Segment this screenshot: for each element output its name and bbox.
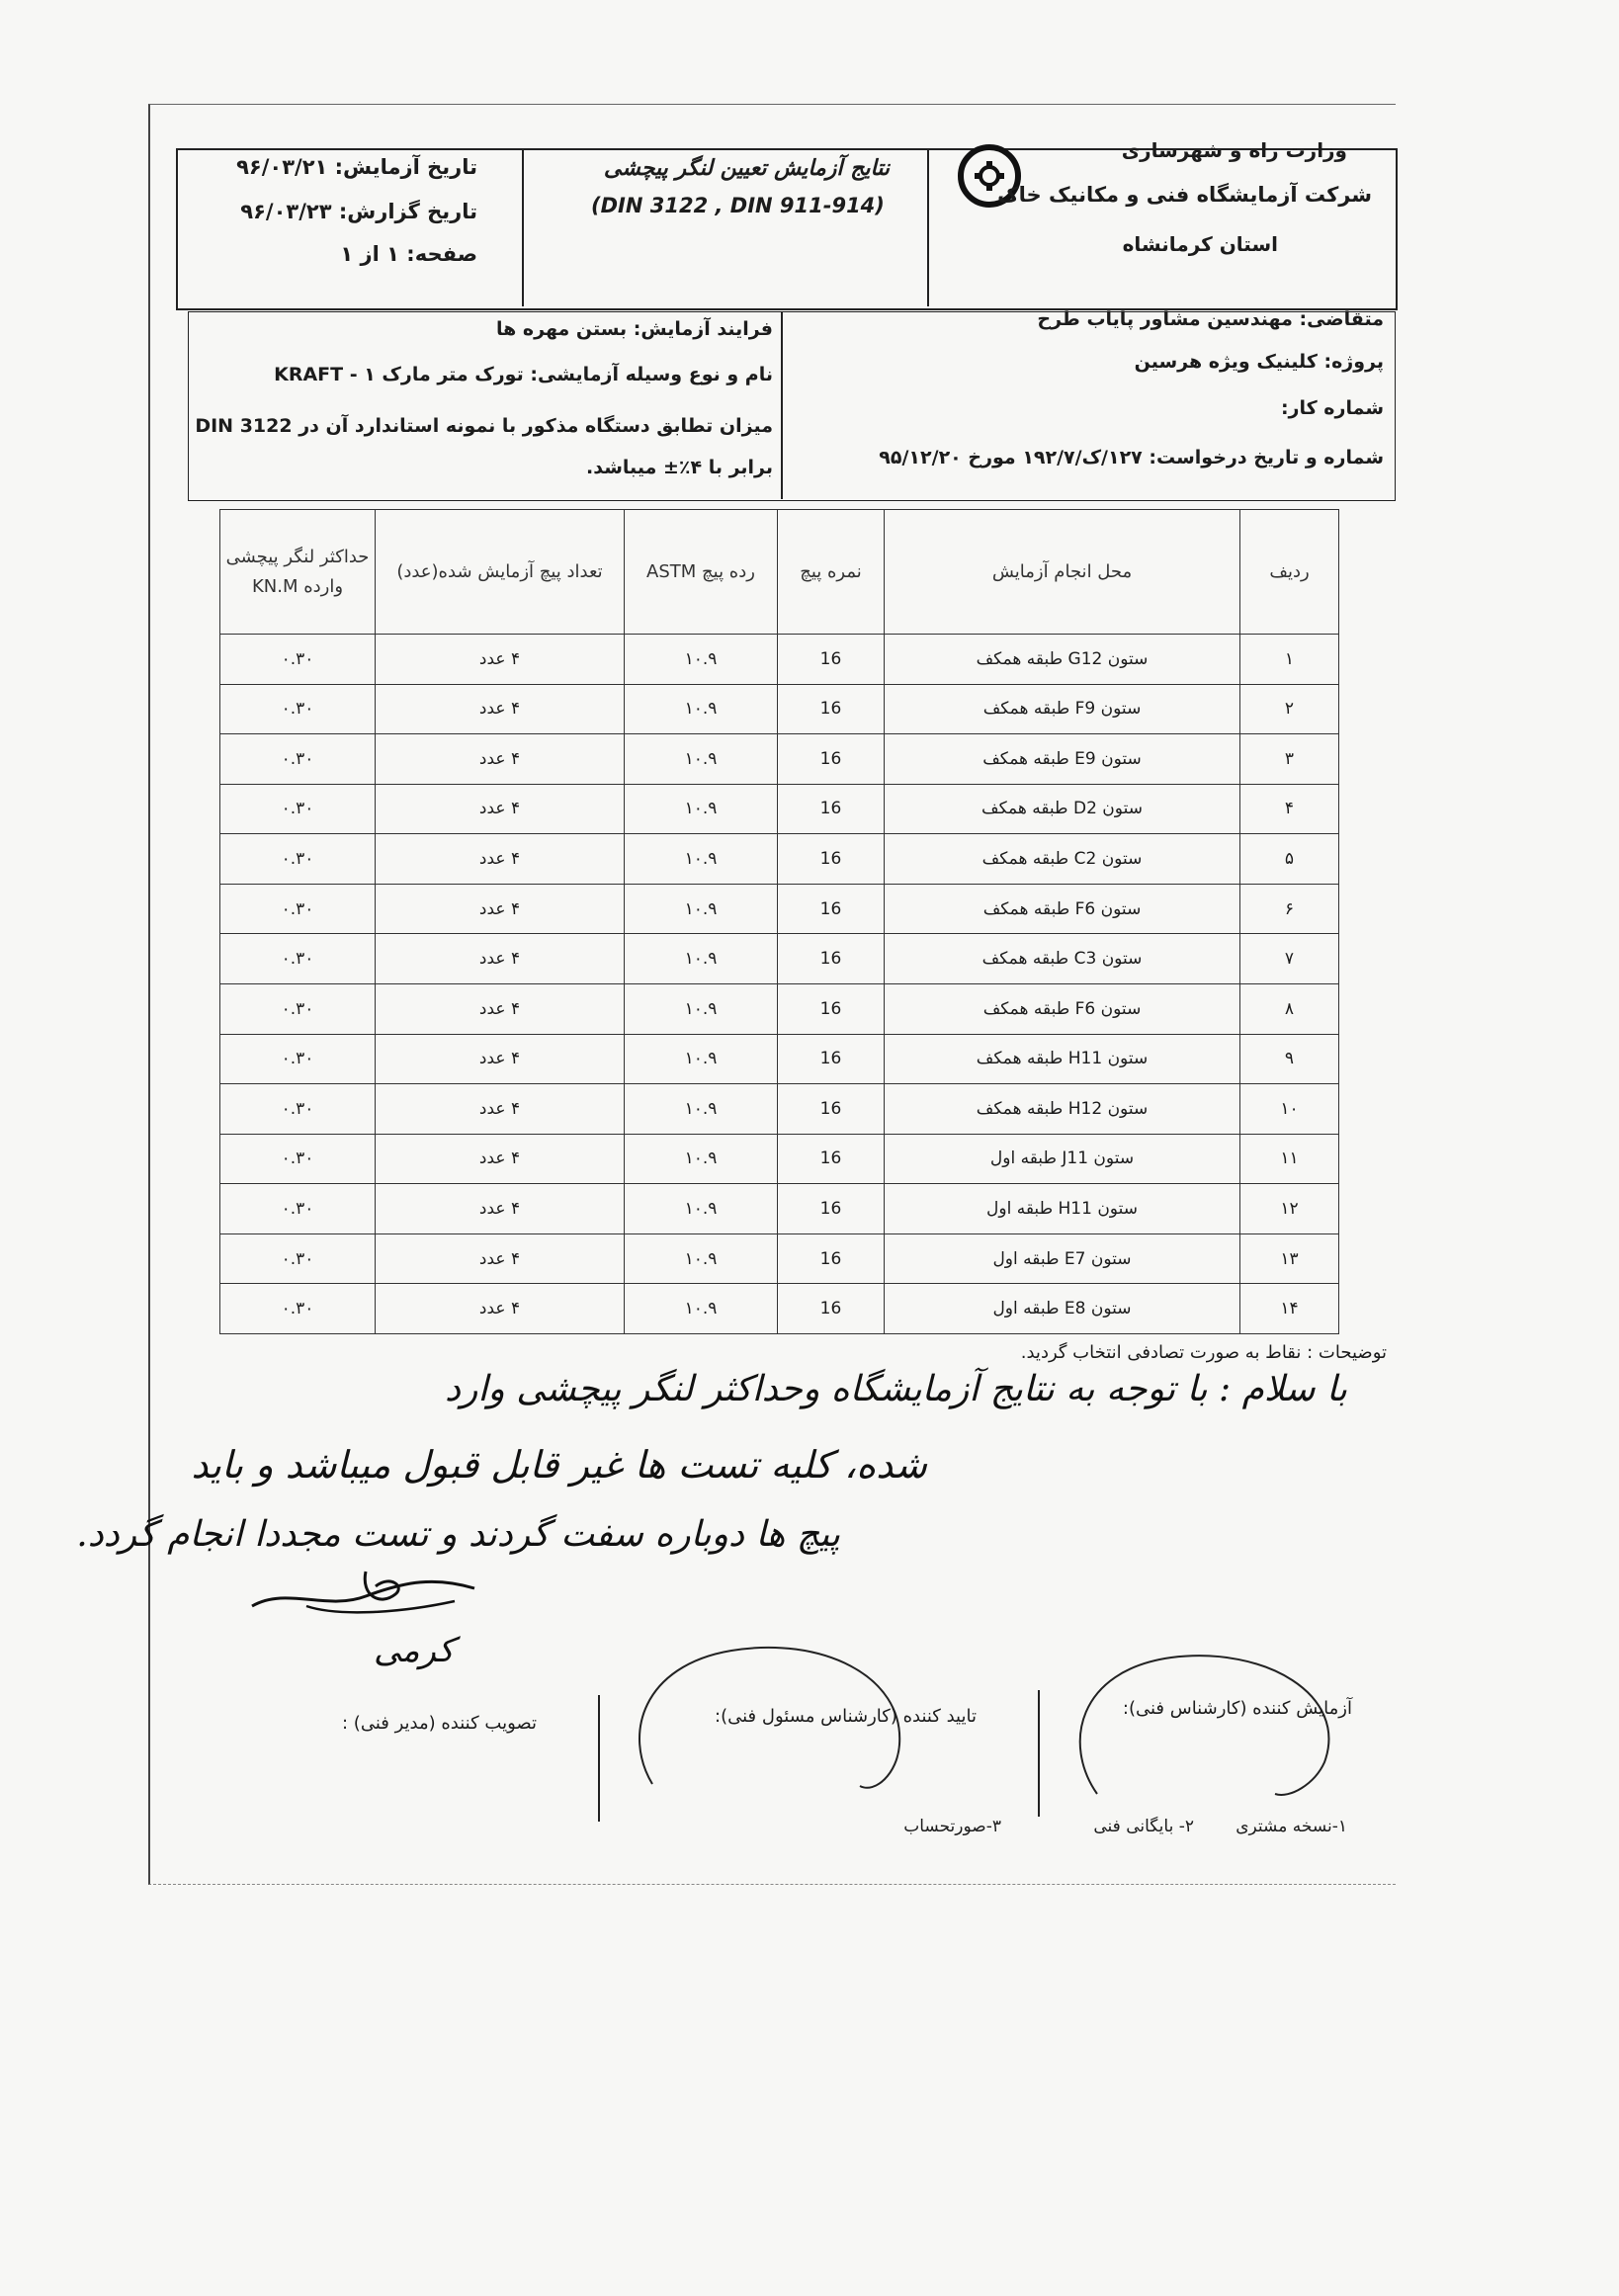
job-number: شماره کار: [1280,397,1384,419]
table-row [220,834,1339,885]
cell-bolt-count: ۴ عدد [376,1034,625,1084]
cell-torque: ۰.۳۰ [220,884,376,934]
cell-torque: ۰.۳۰ [220,784,376,834]
cell-row-number: ۵ [1240,834,1339,885]
table-row [220,884,1339,934]
col-bolt-count-header: تعداد پیچ آزمایش شده(عدد) [376,510,625,635]
report-date: تاریخ گزارش: ۹۶/۰۳/۲۳ [240,200,477,223]
cell-bolt-count: ۴ عدد [376,1184,625,1234]
cell-torque: ۰.۳۰ [220,635,376,685]
cell-location: ستون J11 طبقه اول [885,1134,1240,1184]
cell-bolt-size: 16 [778,1084,885,1135]
cell-bolt-count: ۴ عدد [376,684,625,734]
cell-bolt-grade: ۱۰.۹ [625,684,778,734]
signature-divider-1 [598,1695,600,1822]
cell-torque: ۰.۳۰ [220,734,376,785]
copy-archive: ۲- بایگانی فنی [1093,1817,1194,1836]
cell-torque: ۰.۳۰ [220,1233,376,1284]
col-torque-header: حداکثر لنگر پیچشی وارده KN.M [220,510,376,635]
col-bolt-size-header: نمره پیچ [778,510,885,635]
copy-customer: ۱-نسخه مشتری [1236,1817,1347,1836]
cell-bolt-grade: ۱۰.۹ [625,784,778,834]
results-table [219,509,1339,1334]
cell-bolt-count: ۴ عدد [376,884,625,934]
cell-bolt-size: 16 [778,834,885,885]
cell-row-number: ۱۴ [1240,1284,1339,1334]
report-standard: (DIN 3122 , DIN 911-914) [591,194,885,217]
cell-bolt-size: 16 [778,1134,885,1184]
cell-bolt-count: ۴ عدد [376,834,625,885]
project: پروژه: کلینیک ویژه هرسین [1134,351,1384,373]
handwritten-name: کرمی [374,1631,455,1670]
table-header-row [220,510,1339,635]
cell-row-number: ۷ [1240,934,1339,984]
cell-bolt-grade: ۱۰.۹ [625,1233,778,1284]
cell-bolt-count: ۴ عدد [376,1084,625,1135]
table-row [220,1084,1339,1135]
cell-bolt-grade: ۱۰.۹ [625,734,778,785]
col-location-header: محل انجام آزمایش [885,510,1240,635]
cell-bolt-count: ۴ عدد [376,635,625,685]
cell-bolt-size: 16 [778,983,885,1034]
table-row [220,1233,1339,1284]
handwritten-line-1: با سلام : با توجه به نتایج آزمایشگاه وحداکثر لنگر پیچشی وارد [444,1369,1347,1409]
cell-bolt-size: 16 [778,635,885,685]
header-divider-2 [927,148,929,306]
cell-torque: ۰.۳۰ [220,834,376,885]
cell-bolt-grade: ۱۰.۹ [625,934,778,984]
cell-location: ستون F9 طبقه همکف [885,684,1240,734]
cell-row-number: ۹ [1240,1034,1339,1084]
cell-torque: ۰.۳۰ [220,983,376,1034]
cell-bolt-count: ۴ عدد [376,1284,625,1334]
table-row [220,684,1339,734]
cell-row-number: ۲ [1240,684,1339,734]
province-name: استان کرمانشاه [1122,232,1278,256]
test-process: فرایند آزمایش: بستن مهره ها [495,318,773,340]
cell-location: ستون H12 طبقه همکف [885,1084,1240,1135]
cell-location: ستون C3 طبقه همکف [885,934,1240,984]
cell-row-number: ۱۱ [1240,1134,1339,1184]
cell-bolt-size: 16 [778,1034,885,1084]
cell-row-number: ۱۲ [1240,1184,1339,1234]
cell-location: ستون E8 طبقه اول [885,1284,1240,1334]
cell-bolt-count: ۴ عدد [376,734,625,785]
request-number: شماره و تاریخ درخواست: ۱۲۷/ک/۱۹۲/۷ مورخ ۹۵/۱۲/۲۰ [879,447,1384,468]
cell-location: ستون C2 طبقه همکف [885,834,1240,885]
cell-bolt-grade: ۱۰.۹ [625,1284,778,1334]
test-device: نام و نوع وسیله آزمایشی: تورک متر مارک KRAFT - ۱ [274,364,773,385]
cell-location: ستون G12 طبقه همکف [885,635,1240,685]
cell-bolt-size: 16 [778,884,885,934]
signature-divider-2 [1038,1690,1040,1817]
cell-bolt-grade: ۱۰.۹ [625,1134,778,1184]
header-divider-1 [522,148,524,306]
cell-bolt-grade: ۱۰.۹ [625,834,778,885]
col-row-header: ردیف [1240,510,1339,635]
copy-invoice: ۳-صورتحساب [903,1817,1001,1836]
cell-bolt-count: ۴ عدد [376,784,625,834]
verifier-signature-label: تایید کننده (کارشناس مسئول فنی): [715,1706,977,1727]
info-box [188,311,1396,501]
cell-location: ستون H11 طبقه اول [885,1184,1240,1234]
handwritten-line-3: پیچ ها دوباره سفت گردند و تست مجددا انجام گردد. [76,1514,840,1555]
device-conformity-1: میزان تطابق دستگاه مذکور با نمونه استاندارد آن در DIN 3122 [195,415,773,437]
table-row [220,1134,1339,1184]
cell-row-number: ۶ [1240,884,1339,934]
cell-row-number: ۴ [1240,784,1339,834]
stamp-outline-tester [1053,1646,1349,1814]
table-row [220,1034,1339,1084]
cell-bolt-grade: ۱۰.۹ [625,1184,778,1234]
cell-row-number: ۸ [1240,983,1339,1034]
cell-bolt-count: ۴ عدد [376,1233,625,1284]
cell-location: ستون E9 طبقه همکف [885,734,1240,785]
applicant: متقاضی: مهندسین مشاور پایاب طرح [1037,308,1384,330]
handwritten-line-2: شده، کلیه تست ها غیر قابل قبول میباشد و باید [191,1443,927,1487]
cell-bolt-grade: ۱۰.۹ [625,884,778,934]
cell-location: ستون D2 طبقه همکف [885,784,1240,834]
company-name: شرکت آزمایشگاه فنی و مکانیک خاک [997,183,1372,207]
table-row [220,784,1339,834]
cell-bolt-grade: ۱۰.۹ [625,635,778,685]
table-row [220,983,1339,1034]
cell-bolt-size: 16 [778,1284,885,1334]
cell-torque: ۰.۳۰ [220,934,376,984]
cell-location: ستون E7 طبقه اول [885,1233,1240,1284]
cell-bolt-grade: ۱۰.۹ [625,1034,778,1084]
cell-bolt-count: ۴ عدد [376,983,625,1034]
cell-torque: ۰.۳۰ [220,1034,376,1084]
cell-bolt-grade: ۱۰.۹ [625,1084,778,1135]
tester-signature-label: آزمایش کننده (کارشناس فنی): [1122,1698,1352,1719]
cell-torque: ۰.۳۰ [220,1284,376,1334]
cell-torque: ۰.۳۰ [220,1184,376,1234]
cell-row-number: ۱ [1240,635,1339,685]
ministry-name: وزارت راه و شهرسازی [1121,138,1347,162]
cell-bolt-size: 16 [778,684,885,734]
page-number: صفحه: ۱ از ۱ [340,242,477,266]
cell-bolt-size: 16 [778,784,885,834]
cell-location: ستون F6 طبقه همکف [885,983,1240,1034]
cell-row-number: ۳ [1240,734,1339,785]
cell-bolt-size: 16 [778,934,885,984]
info-divider [781,311,783,499]
cell-torque: ۰.۳۰ [220,1134,376,1184]
cell-location: ستون H11 طبقه همکف [885,1034,1240,1084]
table-row [220,734,1339,785]
device-conformity-2: برابر با ۴٪± میباشد. [586,457,773,478]
cell-bolt-count: ۴ عدد [376,1134,625,1184]
cell-location: ستون F6 طبقه همکف [885,884,1240,934]
table-row [220,1284,1339,1334]
notes: توضیحات : نقاط به صورت تصادفی انتخاب گردید. [1020,1342,1387,1363]
cell-bolt-size: 16 [778,1233,885,1284]
col-bolt-grade-header: رده پیچ ASTM [625,510,778,635]
table-row [220,1184,1339,1234]
cell-torque: ۰.۳۰ [220,1084,376,1135]
cell-bolt-count: ۴ عدد [376,934,625,984]
cell-bolt-size: 16 [778,734,885,785]
cell-bolt-size: 16 [778,1184,885,1234]
table-row [220,635,1339,685]
cell-row-number: ۱۳ [1240,1233,1339,1284]
cell-torque: ۰.۳۰ [220,684,376,734]
cell-bolt-grade: ۱۰.۹ [625,983,778,1034]
report-title: نتایج آزمایش تعیین لنگر پیچشی [603,156,890,181]
test-date: تاریخ آزمایش: ۹۶/۰۳/۲۱ [236,155,477,179]
approver-signature-label: تصویب کننده (مدیر فنی) : [342,1713,537,1734]
cell-row-number: ۱۰ [1240,1084,1339,1135]
table-row [220,934,1339,984]
